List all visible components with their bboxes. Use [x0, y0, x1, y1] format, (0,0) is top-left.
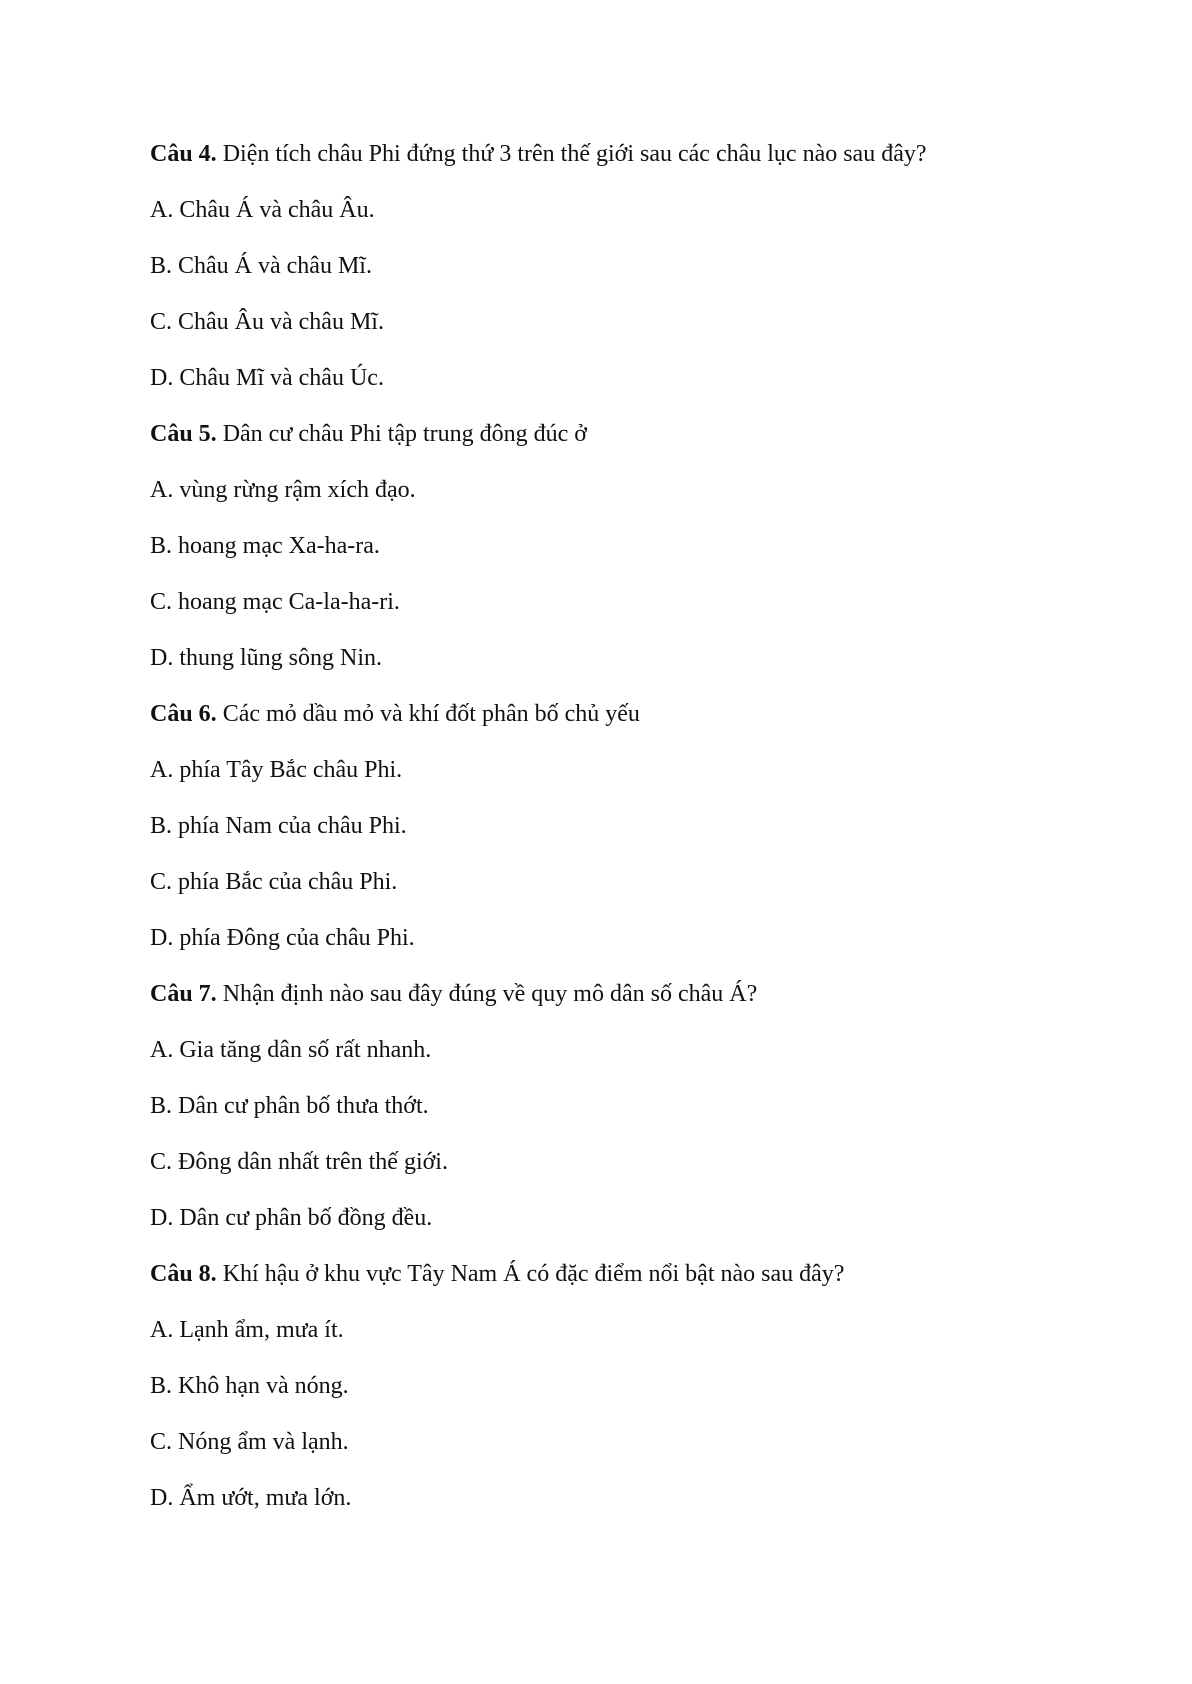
option-c: C. Đông dân nhất trên thế giới.: [150, 1149, 448, 1175]
option-c: C. phía Bắc của châu Phi.: [150, 869, 398, 895]
option-b: B. phía Nam của châu Phi.: [150, 813, 407, 839]
question-8: [150, 1259, 1050, 1289]
option-a: A. phía Tây Bắc châu Phi.: [150, 757, 403, 783]
question-number: Câu 6.: [150, 701, 217, 727]
question-7: [150, 979, 1050, 1009]
option-d: D. phía Đông của châu Phi.: [150, 925, 415, 951]
question-number: Câu 5.: [150, 421, 217, 447]
option-c: C. hoang mạc Ca-la-ha-ri.: [150, 589, 400, 615]
option-d: D. Ẩm ướt, mưa lớn.: [150, 1485, 352, 1511]
question-5: [150, 419, 1050, 449]
option-a: A. Lạnh ẩm, mưa ít.: [150, 1317, 344, 1343]
option-a: A. vùng rừng rậm xích đạo.: [150, 477, 416, 503]
option-a: A. Châu Á và châu Âu.: [150, 197, 375, 223]
question-4: [150, 139, 1050, 169]
question-list: [150, 139, 1050, 1539]
question-text: Nhận định nào sau đây đúng về quy mô dân số châu Á?: [216, 981, 758, 1007]
option-c: C. Châu Âu và châu Mĩ.: [150, 309, 384, 335]
question-number: Câu 4.: [150, 141, 217, 167]
option-b: B. Châu Á và châu Mĩ.: [150, 253, 372, 279]
question-text: Dân cư châu Phi tập trung đông đúc ở: [216, 421, 587, 447]
question-number: Câu 8.: [150, 1261, 217, 1287]
option-b: B. Dân cư phân bố thưa thớt.: [150, 1093, 429, 1119]
option-b: B. Khô hạn và nóng.: [150, 1373, 349, 1399]
question-6: [150, 699, 1050, 729]
option-c: C. Nóng ẩm và lạnh.: [150, 1429, 349, 1455]
option-d: D. Dân cư phân bố đồng đều.: [150, 1205, 433, 1231]
option-b: B. hoang mạc Xa-ha-ra.: [150, 533, 380, 559]
question-text: Diện tích châu Phi đứng thứ 3 trên thế giới sau các châu lục nào sau đây?: [216, 141, 927, 167]
option-a: A. Gia tăng dân số rất nhanh.: [150, 1037, 432, 1063]
question-text: Khí hậu ở khu vực Tây Nam Á có đặc điểm nổi bật nào sau đây?: [216, 1261, 845, 1287]
question-number: Câu 7.: [150, 981, 217, 1007]
option-d: D. Châu Mĩ và châu Úc.: [150, 365, 384, 391]
option-d: D. thung lũng sông Nin.: [150, 645, 383, 671]
question-text: Các mỏ dầu mỏ và khí đốt phân bố chủ yếu: [216, 701, 640, 727]
